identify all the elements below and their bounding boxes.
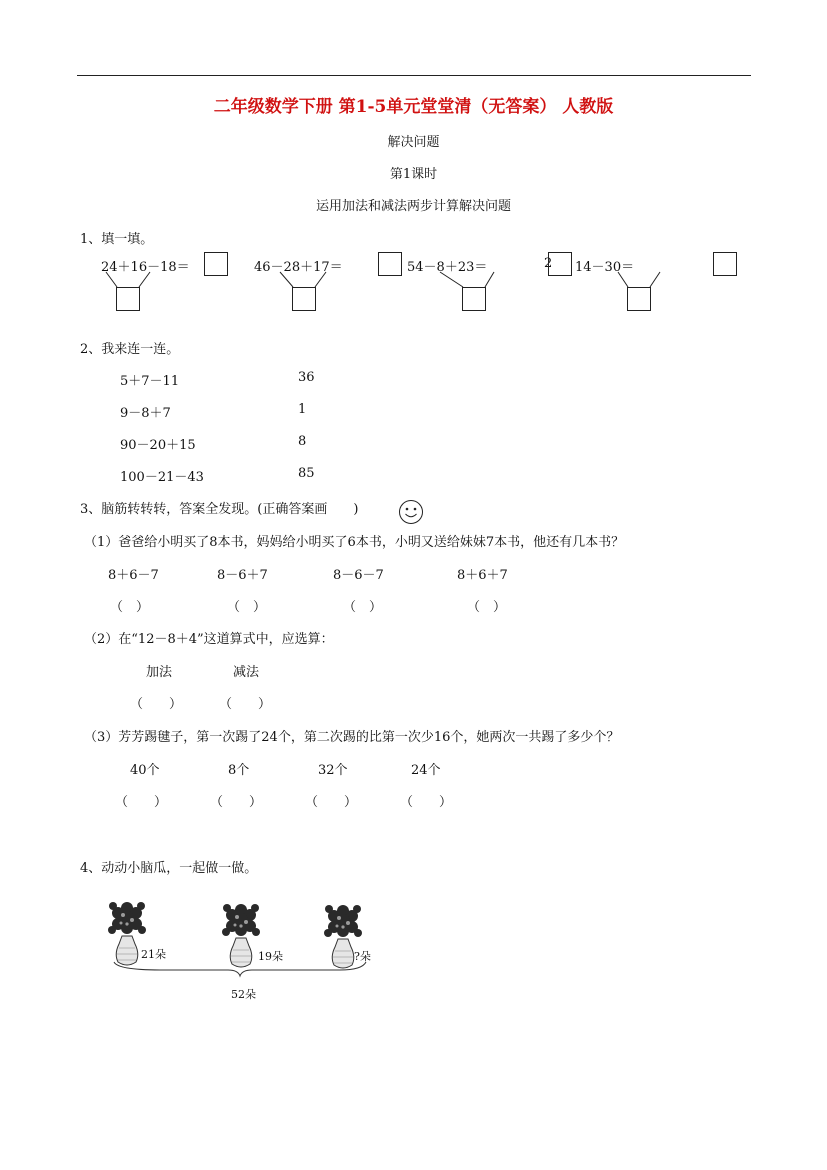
q4-label-1: 21朵: [141, 948, 166, 961]
q4-label-3: ?朵: [354, 950, 371, 963]
q3-p3-option-3: 32个: [318, 763, 348, 778]
q3-p2-paren-1[interactable]: （ ）: [130, 697, 183, 712]
q3-p1-paren-3[interactable]: （ ）: [343, 600, 383, 615]
q3-p1-question: （1）爸爸给小明买了8本书，妈妈给小明买了6本书，小明又送给妹妹7本书，他还有几本书？: [84, 535, 625, 550]
q3-heading: 3、脑筋转转转，答案全发现。(正确答案画 ): [80, 502, 359, 517]
q1-step-box-1[interactable]: [116, 287, 140, 311]
q1-expr-2: 46－28＋17＝: [254, 260, 343, 275]
q4-label-2: 19朵: [258, 950, 283, 963]
q3-p3-paren-3[interactable]: （ ）: [305, 795, 358, 810]
q1-stray-digit: 2: [544, 256, 553, 271]
q2-left-4[interactable]: 100－21－43: [120, 470, 204, 485]
q3-p1-option-3: 8－6－7: [333, 568, 384, 583]
q3-p3-paren-2[interactable]: （ ）: [210, 795, 263, 810]
q1-connector-lines: [0, 0, 827, 330]
q1-step-box-4[interactable]: [627, 287, 651, 311]
smiley-icon: [398, 499, 424, 525]
q2-left-1[interactable]: 5＋7－11: [120, 374, 180, 389]
q3-p2-paren-2[interactable]: （ ）: [219, 697, 272, 712]
q2-right-2[interactable]: 1: [298, 402, 307, 417]
q3-p3-paren-4[interactable]: （ ）: [400, 795, 453, 810]
q4-total-label: 52朵: [231, 988, 256, 1001]
q1-step-box-3[interactable]: [462, 287, 486, 311]
q1-expr-3: 54－8＋23＝: [407, 260, 488, 275]
q3-p1-option-2: 8－6＋7: [217, 568, 268, 583]
page-title: 二年级数学下册 第1-5单元堂堂清（无答案） 人教版: [213, 97, 614, 117]
q2-left-2[interactable]: 9－8＋7: [120, 406, 171, 421]
q3-p1-option-1: 8＋6－7: [108, 568, 159, 583]
q1-step-box-2[interactable]: [292, 287, 316, 311]
q3-p1-paren-1[interactable]: （ ）: [110, 600, 150, 615]
q3-p3-question: （3）芳芳踢毽子，第一次踢了24个，第二次踢的比第一次少16个，她两次一共踢了多少个？: [84, 730, 620, 745]
q3-p2-question: （2）在“12－8＋4”这道算式中，应选算：: [84, 632, 334, 647]
q2-heading: 2、我来连一连。: [80, 342, 180, 357]
q3-p1-paren-4[interactable]: （ ）: [467, 600, 507, 615]
flower-vase-icon: [222, 904, 260, 967]
q2-right-1[interactable]: 36: [298, 370, 315, 385]
topic-label: 运用加法和减法两步计算解决问题: [315, 199, 511, 214]
q3-p3-option-2: 8个: [228, 763, 250, 778]
q1-expr-1: 24＋16－18＝: [101, 260, 190, 275]
q3-p3-option-4: 24个: [411, 763, 441, 778]
q3-p1-option-4: 8＋6＋7: [457, 568, 508, 583]
q2-right-3[interactable]: 8: [298, 434, 307, 449]
lesson-label: 第1课时: [389, 167, 438, 182]
subtitle: 解决问题: [387, 135, 440, 150]
q3-p1-paren-2[interactable]: （ ）: [227, 600, 267, 615]
q3-p3-paren-1[interactable]: （ ）: [115, 795, 168, 810]
q3-p2-option-2: 减法: [233, 665, 260, 680]
q4-heading: 4、动动小脑瓜，一起做一做。: [80, 861, 258, 876]
q1-heading: 1、填一填。: [80, 232, 154, 247]
q2-right-4[interactable]: 85: [298, 466, 315, 481]
q3-p2-option-1: 加法: [146, 665, 173, 680]
q1-expr-4: 14－30＝: [575, 260, 635, 275]
q3-p3-option-1: 40个: [130, 763, 160, 778]
q2-left-3[interactable]: 90－20＋15: [120, 438, 196, 453]
